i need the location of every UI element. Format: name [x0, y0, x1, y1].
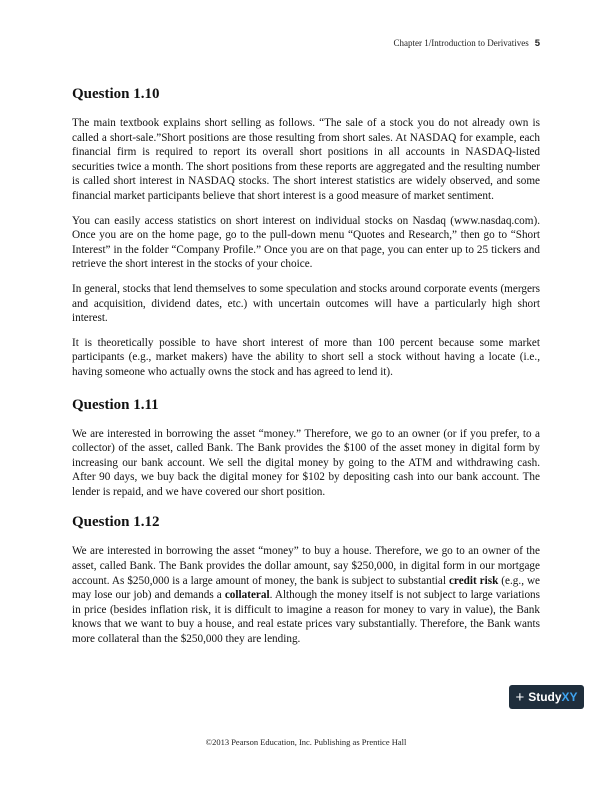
text-run: We are interested in borrowing the asset “money” to buy a house. Therefore, we go to an owner of the asset, called Bank. The Bank provides the dollar amount, say $250,000, in digital form in our mortgage account. As $250,000 is a large amount of money, the bank is subject to substantial [72, 545, 540, 587]
paragraph: You can easily access statistics on short interest on individual stocks on Nasdaq (www.nasdaq.com). Once you are on the home page, go to the pull-down menu “Quotes and Research,” then go to “Short Interest” in the folder “Company Profile.” Once you are on that page, you can enter up to 25 tickers and retrieve the short interest in the stocks of your choice. [72, 214, 540, 271]
logo-text-accent: XY [561, 690, 578, 704]
section-heading: Question 1.12 [72, 514, 160, 531]
logo-text-main: Study [528, 690, 562, 704]
text-run: . Although the money itself is not subject to large variations in price (besides inflation risk, it is difficult to imagine a reason for money to vary in value), the Bank knows that we want to buy a house, and real estate prices vary substantially. Therefore, the Bank wants more collateral than the $250,000 they are lending. [72, 589, 540, 646]
running-header [393, 38, 540, 49]
page-number: 5 [534, 38, 540, 49]
paragraph: We are interested in borrowing the asset “money.” Therefore, we go to an owner (or if you prefer, to a collector) of the asset, called Bank. The Bank provides the $100 of the asset money in digital form by increasing our bank account. We sell the digital money by going to the ATM and withdrawing cash. After 90 days, we buy back the digital money for $102 by depositing cash into our bank account. The lender is repaid, and we have covered our short position. [72, 427, 540, 498]
paragraph [72, 544, 540, 646]
page-content [72, 86, 540, 657]
paragraph: In general, stocks that lend themselves to some speculation and stocks around corporate events (mergers and acquisition, dividend dates, etc.) with uncertain outcomes will have a particularly high short interest. [72, 282, 540, 325]
running-title: Chapter 1/Introduction to Derivatives [393, 38, 529, 48]
term-collateral: collateral [224, 589, 270, 602]
text-run: (e.g., we may lose our job) and demands a [72, 574, 540, 602]
plus-icon: + [515, 688, 525, 706]
term-credit-risk: credit risk [448, 574, 499, 587]
section-heading: Question 1.11 [72, 396, 159, 413]
studyxy-logo [509, 685, 584, 709]
paragraph: It is theoretically possible to have short interest of more than 100 percent because some market participants (e.g., market makers) have the ability to short sell a stock without having a locate (i.e., having someone who actually owns the stock and has agreed to lend it). [72, 336, 540, 378]
question-1-12 [72, 514, 540, 646]
paragraph: The main textbook explains short selling as follows. “The sale of a stock you do not already own is called a short-sale.”Short positions are those resulting from short sales. At NASDAQ for example, each financial firm is required to report its overall short positions in all accounts in NASDAQ-listed securities twice a month. The short positions from these reports are aggregated and the resulting number is called short interest in NASDAQ stocks. The short interest statistics are widely observed, and some financial market participants believe that short interest is a good measure of market sentiment. [72, 117, 540, 202]
question-1-11 [72, 397, 540, 500]
question-1-10 [72, 86, 540, 380]
page-footer: ©2013 Pearson Education, Inc. Publishing as Prentice Hall [205, 737, 407, 747]
section-heading: Question 1.10 [72, 86, 160, 102]
